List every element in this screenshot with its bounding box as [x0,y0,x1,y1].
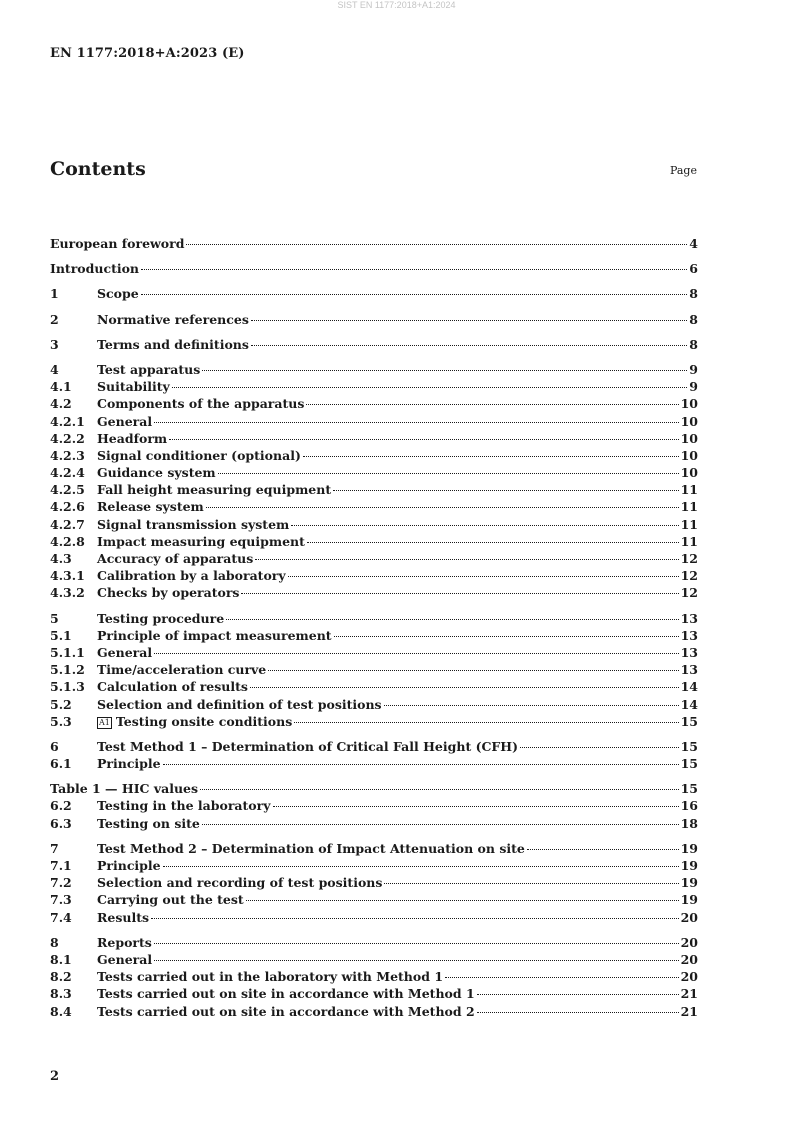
toc-entry-page: 19 [680,858,698,873]
toc-entry[interactable] [50,874,698,891]
toc-entry-title-wrap [97,533,305,550]
toc-group [50,311,698,328]
toc-entry-page: 20 [680,934,698,950]
toc-group [50,738,698,772]
toc-entry-title-wrap [97,909,149,926]
toc-entry-number: 6 [50,738,59,754]
dot-leader [477,993,679,995]
toc-entry-title-wrap [97,755,161,772]
dot-leader [206,506,679,508]
toc-entry-title-wrap [97,311,249,328]
toc-entry[interactable] [50,738,698,755]
watermark: SIST EN 1177:2018+A1:2024 [337,0,456,10]
toc-entry-page: 13 [680,644,698,660]
toc-entry-page: 20 [680,909,698,925]
toc-entry[interactable] [50,395,698,412]
toc-entry-title: Terms and definitions [97,336,249,352]
toc-entry-title-wrap [97,550,253,567]
dot-leader [169,438,678,440]
toc-entry-number: 7 [50,840,59,856]
toc-entry-number: 3 [50,336,59,352]
toc-entry-title: Scope [97,286,139,302]
toc-entry[interactable] [50,934,698,951]
toc-entry-number: 4.2.3 [50,447,85,463]
toc-entry-title-wrap [97,891,244,908]
dot-leader [291,524,678,526]
dot-leader [141,268,687,270]
toc-entry-title-wrap [97,447,301,464]
toc-entry-title-wrap [97,610,224,627]
toc-entry[interactable] [50,336,698,353]
toc-entry-title: European foreword [50,236,185,251]
toc-entry-title: Table 1 — HIC values [50,781,199,797]
toc-entry-title-wrap [97,361,200,378]
dot-leader [141,293,688,295]
toc-entry-number: 7.2 [50,875,72,891]
toc-entry-number: 5 [50,610,59,626]
toc-entry-title-wrap [97,857,161,874]
dot-leader [218,472,679,474]
toc-entry-title: Signal conditioner (optional) [97,447,301,463]
toc-group [50,934,698,1020]
toc-entry-page: 13 [680,610,698,626]
toc-entry-title: Test Method 1 – Determination of Critical Fall Height (CFH) [97,738,519,754]
toc-entry-title-wrap [50,260,139,277]
toc-entry-title-wrap [50,235,184,252]
toc-entry-page: 11 [680,516,698,532]
toc-entry-title: General [97,951,153,967]
toc-entry-number: 8 [50,934,59,950]
toc-entry[interactable] [50,260,698,277]
dot-leader [202,823,679,825]
dot-leader [151,917,679,919]
toc-entry-title-wrap [97,627,332,644]
toc-entry-number: 5.1 [50,627,72,643]
toc-entry-title: Selection and recording of test positions [97,875,383,891]
toc-entry[interactable] [50,644,698,661]
toc-entry-page: 15 [680,713,698,729]
toc-entry-title-wrap [50,780,198,797]
toc-entry-page: 21 [680,986,698,1002]
dot-leader [384,882,678,884]
toc-entry-number: 4.2.1 [50,413,85,429]
toc-entry-title-wrap [97,336,249,353]
toc-entry-title-wrap [97,874,382,891]
toc-entry-number: 2 [50,311,59,327]
toc-entry-number: 7.4 [50,909,72,925]
dot-leader [251,319,687,321]
toc-entry[interactable] [50,481,698,498]
toc-entry[interactable] [50,840,698,857]
dot-leader [154,652,678,654]
dot-leader [445,976,679,978]
toc-entry-title: Signal transmission system [97,516,290,532]
toc-entry-title-wrap [97,498,204,515]
toc-entry-number: 4.2.8 [50,533,85,549]
toc-entry-page: 12 [680,551,698,566]
toc-entry-page: 15 [680,756,698,772]
toc-entry-title-wrap [97,985,475,1002]
toc-entry-title-wrap [97,738,518,755]
dot-leader [527,848,679,850]
toc-entry-title: Carrying out the test [97,892,244,908]
toc-entry-title: Principle [97,858,161,873]
toc-entry[interactable] [50,661,698,678]
toc-entry-number: 4.2.5 [50,482,85,498]
toc-entry-title-wrap [97,696,382,713]
toc-entry-number: 5.1.3 [50,679,85,695]
toc-entry-title: Release system [97,499,204,515]
toc-entry-number: 5.3 [50,713,72,729]
toc-entry-title-wrap [97,934,152,951]
toc-entry-page: 12 [680,568,698,584]
toc-group [50,840,698,926]
table-of-contents [50,235,698,1028]
toc-entry-page: 19 [680,840,698,856]
toc-entry-page: 11 [680,482,698,498]
toc-entry-number: 8.1 [50,951,72,967]
toc-entry[interactable] [50,951,698,968]
dot-leader [250,686,679,688]
dot-leader [154,942,679,944]
toc-entry-title-wrap [97,797,271,814]
toc-entry[interactable] [50,797,698,814]
toc-entry-title: General [97,413,153,429]
toc-entry-page: 12 [680,585,698,601]
toc-group [50,780,698,832]
toc-entry-title-wrap [97,815,200,832]
toc-group [50,336,698,353]
toc-entry-page: 14 [680,679,698,695]
toc-entry-title: Test Method 2 – Determination of Impact Attenuation on site [97,840,525,856]
toc-entry-title: Principle [97,756,161,772]
toc-entry-title: Components of the apparatus [97,396,305,412]
toc-entry[interactable] [50,985,698,1002]
toc-entry-title: Calibration by a laboratory [97,568,286,584]
toc-entry-page: 10 [680,430,698,446]
toc-entry-title-wrap [97,413,152,430]
toc-entry-number: 8.3 [50,986,72,1002]
toc-entry[interactable] [50,464,698,481]
toc-entry-number: 5.1.2 [50,662,85,678]
dot-leader [202,369,687,371]
toc-entry-page: 20 [680,969,698,985]
toc-entry[interactable] [50,550,698,567]
dot-leader [288,575,679,577]
dot-leader [186,243,687,245]
toc-entry-title-wrap [97,951,152,968]
amendment-marker-icon: A1 [99,717,110,727]
toc-entry-title: Time/acceleration curve [97,662,267,678]
toc-entry-title: Tests carried out in the laboratory with Method 1 [97,969,444,985]
toc-entry-title: Guidance system [97,465,216,481]
dot-leader [294,721,678,723]
toc-entry-title-wrap [97,1003,475,1020]
toc-group [50,610,698,730]
dot-leader [154,421,678,423]
toc-entry-title: Test apparatus [97,361,201,377]
toc-entry-title-wrap [97,713,292,730]
toc-entry-number: 4.3 [50,551,72,566]
dot-leader [520,746,679,748]
toc-entry-title-wrap [97,464,216,481]
toc-entry-page: 8 [689,311,698,327]
dot-leader [306,403,678,405]
toc-entry-number: 8.2 [50,969,72,985]
toc-entry-title: Normative references [97,311,249,327]
toc-entry-page: 15 [680,738,698,754]
toc-entry-number: 4.2.2 [50,430,85,446]
toc-entry[interactable] [50,1003,698,1020]
toc-entry-page: 8 [689,286,698,302]
toc-entry-page: 10 [680,396,698,412]
dot-leader [303,455,679,457]
dot-leader [241,592,678,594]
dot-leader [172,386,688,388]
dot-leader [333,489,678,491]
toc-entry-title-wrap [97,285,139,302]
dot-leader [226,618,678,620]
toc-entry[interactable] [50,285,698,302]
toc-group [50,361,698,602]
toc-entry-title-wrap [97,430,167,447]
toc-entry[interactable] [50,533,698,550]
page-number: 2 [50,1069,60,1084]
toc-entry-title: Testing onsite conditions [115,713,293,729]
toc-entry-title: Reports [97,934,152,950]
toc-entry-page: 21 [680,1003,698,1019]
toc-entry-title: Accuracy of apparatus [97,551,254,566]
toc-entry-title: Selection and definition of test positions [97,696,382,712]
toc-entry-title-wrap [97,378,170,395]
toc-entry-number: 5.2 [50,696,72,712]
dot-leader [200,788,679,790]
toc-entry-title: Introduction [50,261,140,277]
toc-entry-page: 20 [680,951,698,967]
toc-entry-title: Tests carried out on site in accordance with Method 1 [97,986,475,1002]
dot-leader [163,763,679,765]
toc-entry-page: 10 [680,413,698,429]
toc-entry[interactable] [50,516,698,533]
toc-entry-number: 4 [50,361,59,377]
toc-entry-title: Fall height measuring equipment [97,482,332,498]
toc-entry[interactable] [50,678,698,695]
toc-entry-title: Principle of impact measurement [97,627,332,643]
toc-entry-title-wrap [97,661,266,678]
toc-entry-title-wrap [97,516,289,533]
toc-entry[interactable] [50,780,698,797]
toc-entry-title: Results [97,909,150,925]
dot-leader [477,1011,679,1013]
document-header: EN 1177:2018+A:2023 (E) [50,46,245,61]
toc-entry-title-wrap [97,395,304,412]
toc-entry[interactable] [50,815,698,832]
toc-entry-page: 18 [680,815,698,831]
toc-entry-number: 4.2.4 [50,465,85,481]
toc-entry-page: 4 [689,236,698,251]
toc-entry-number: 4.1 [50,379,72,395]
toc-entry-number: 7.1 [50,858,72,873]
toc-entry[interactable] [50,498,698,515]
toc-group [50,235,698,252]
toc-entry-page: 8 [689,336,698,352]
toc-entry[interactable] [50,755,698,772]
toc-entry-page: 9 [689,379,698,395]
toc-entry[interactable] [50,361,698,378]
toc-entry-page: 6 [689,261,698,277]
dot-leader [334,635,679,637]
toc-entry[interactable] [50,430,698,447]
dot-leader [251,344,687,346]
toc-entry-title-wrap [97,840,525,857]
toc-entry-number: 5.1.1 [50,644,85,660]
toc-entry-title: Tests carried out on site in accordance with Method 2 [97,1003,475,1019]
toc-entry[interactable] [50,627,698,644]
toc-entry[interactable] [50,968,698,985]
toc-entry-title: Calculation of results [97,679,248,695]
toc-entry-number: 7.3 [50,892,72,908]
toc-entry[interactable] [50,413,698,430]
toc-entry-title-wrap [97,481,331,498]
toc-entry-page: 10 [680,465,698,481]
toc-entry-number: 4.3.1 [50,568,85,584]
toc-entry[interactable] [50,584,698,601]
page-column-label: Page [669,164,697,177]
toc-entry-page: 11 [680,499,698,515]
toc-entry[interactable] [50,610,698,627]
toc-entry-page: 19 [680,875,698,891]
dot-leader [268,669,678,671]
toc-entry-number: 4.2.6 [50,499,85,515]
toc-entry-title-wrap [97,678,248,695]
toc-entry-page: 9 [689,361,698,377]
dot-leader [246,899,679,901]
dot-leader [154,959,678,961]
toc-entry[interactable] [50,857,698,874]
toc-entry-number: 6.3 [50,815,72,831]
dot-leader [273,805,679,807]
toc-entry-number: 6.1 [50,756,72,772]
toc-entry[interactable] [50,378,698,395]
toc-entry-title: Impact measuring equipment [97,533,305,549]
dot-leader [384,704,679,706]
toc-entry[interactable] [50,235,698,252]
toc-entry-number: 8.4 [50,1003,72,1019]
toc-entry-page: 13 [680,627,698,643]
toc-entry-title: Testing procedure [97,610,225,626]
toc-entry-page: 19 [680,892,698,908]
toc-entry-title: Checks by operators [97,585,240,601]
toc-entry-title: Suitability [97,379,170,395]
toc-entry-page: 15 [680,781,698,797]
toc-group [50,285,698,302]
toc-entry-title-wrap [97,567,286,584]
toc-group [50,260,698,277]
toc-entry[interactable] [50,311,698,328]
toc-entry-page: 14 [680,696,698,712]
toc-entry[interactable] [50,909,698,926]
dot-leader [163,865,679,867]
toc-entry[interactable] [50,696,698,713]
toc-entry-page: 10 [680,447,698,463]
toc-entry-title: Testing on site [97,815,200,831]
toc-entry-number: 1 [50,286,59,302]
toc-entry[interactable] [50,891,698,908]
toc-entry-title: Headform [97,430,168,446]
toc-entry-title: Testing in the laboratory [97,798,271,814]
toc-entry-title-wrap [97,644,152,661]
toc-entry-number: 4.2 [50,396,72,412]
toc-entry-title-wrap [97,584,239,601]
toc-entry-title: General [97,644,153,660]
toc-entry-number: 4.3.2 [50,585,85,601]
toc-entry-number: 6.2 [50,798,72,814]
dot-leader [307,541,679,543]
toc-entry-title-wrap [97,968,443,985]
toc-entry[interactable] [50,567,698,584]
toc-entry[interactable] [50,713,698,730]
toc-entry-number: 4.2.7 [50,516,85,532]
contents-title: Contents [50,158,146,180]
toc-entry-page: 16 [680,798,698,814]
dot-leader [255,558,678,560]
toc-entry-page: 11 [680,533,698,549]
toc-entry[interactable] [50,447,698,464]
toc-entry-page: 13 [680,662,698,678]
